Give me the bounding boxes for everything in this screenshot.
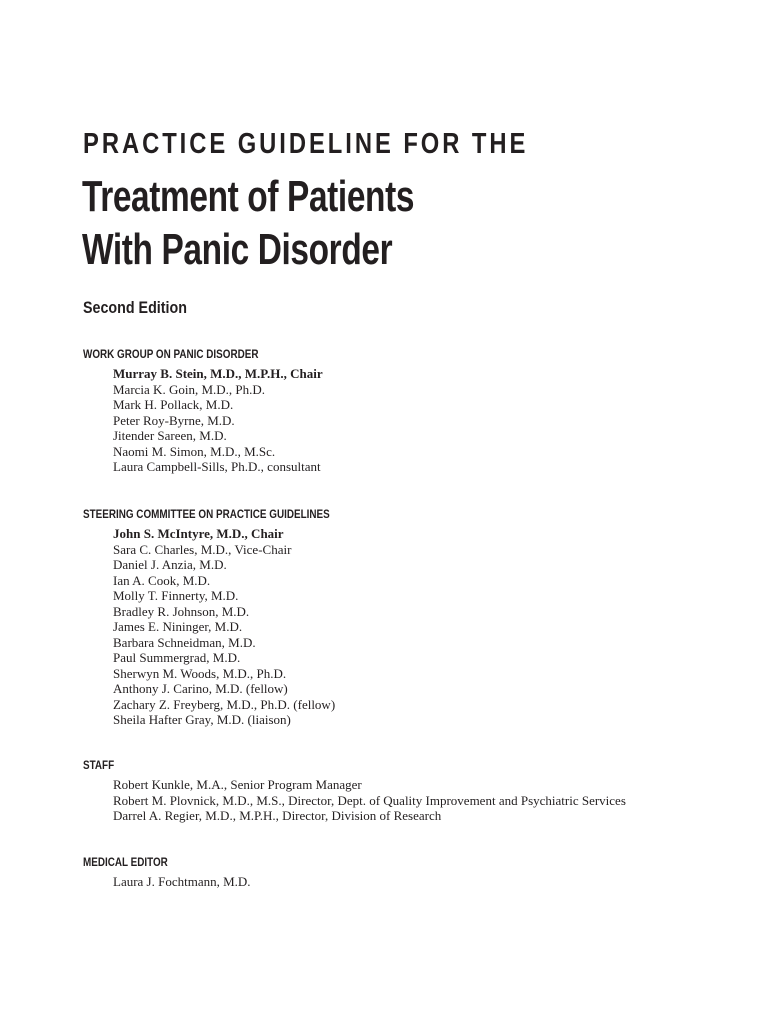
title-kicker: PRACTICE GUIDELINE FOR THE (83, 128, 529, 160)
medical-editor-list (83, 874, 251, 890)
steering-committee-section (83, 507, 370, 728)
staff-member: Robert M. Plovnick, M.D., M.S., Director, Dept. of Quality Improvement and Psychiatric Services (113, 792, 626, 808)
steering-committee-heading: STEERING COMMITTEE ON PRACTICE GUIDELINES (83, 509, 330, 521)
work-group-member: Naomi M. Simon, M.D., M.Sc. (113, 443, 276, 459)
work-group-member: Jitender Sareen, M.D. (113, 428, 227, 443)
steering-committee-list (83, 526, 370, 728)
work-group-member: Marcia K. Goin, M.D., Ph.D. (113, 381, 266, 397)
work-group-member: Peter Roy-Byrne, M.D. (113, 412, 235, 428)
medical-editor-section (83, 855, 251, 890)
steering-committee-member: Anthony J. Carino, M.D. (fellow) (113, 681, 288, 696)
work-group-member: Laura Campbell-Sills, Ph.D., consultant (113, 459, 321, 474)
work-group-heading: WORK GROUP ON PANIC DISORDER (83, 349, 259, 361)
staff-member: Robert Kunkle, M.A., Senior Program Manager (113, 777, 362, 792)
steering-committee-member: Sherwyn M. Woods, M.D., Ph.D. (113, 665, 287, 681)
staff-heading: STAFF (83, 760, 115, 772)
steering-committee-member: Paul Summergrad, M.D. (113, 650, 241, 665)
work-group-section (83, 347, 323, 475)
staff-section (83, 758, 626, 824)
work-group-chair: Murray B. Stein, M.D., M.P.H., Chair (113, 366, 323, 381)
title-line-1: Treatment of Patients (82, 172, 415, 221)
edition-label: Second Edition (83, 298, 187, 317)
staff-member: Darrel A. Regier, M.D., M.P.H., Director, Division of Research (113, 808, 442, 823)
work-group-member: Mark H. Pollack, M.D. (113, 397, 234, 412)
steering-committee-member: Sara C. Charles, M.D., Vice-Chair (113, 541, 292, 557)
title-line-2: With Panic Disorder (82, 225, 393, 274)
steering-committee-member: Daniel J. Anzia, M.D. (113, 557, 227, 572)
steering-committee-member: Zachary Z. Freyberg, M.D., Ph.D. (fellow) (113, 696, 336, 712)
steering-committee-chair: John S. McIntyre, M.D., Chair (113, 526, 284, 541)
medical-editor-heading: MEDICAL EDITOR (83, 857, 168, 869)
steering-committee-member: Ian A. Cook, M.D. (113, 572, 211, 588)
steering-committee-member: Barbara Schneidman, M.D. (113, 634, 256, 650)
steering-committee-member: Bradley R. Johnson, M.D. (113, 603, 250, 619)
steering-committee-member: James E. Nininger, M.D. (113, 619, 243, 634)
staff-list (83, 777, 626, 824)
steering-committee-member: Sheila Hafter Gray, M.D. (liaison) (113, 712, 291, 727)
document-title (82, 170, 414, 276)
work-group-list (83, 366, 323, 475)
steering-committee-member: Molly T. Finnerty, M.D. (113, 588, 239, 603)
medical-editor-member: Laura J. Fochtmann, M.D. (113, 874, 251, 889)
